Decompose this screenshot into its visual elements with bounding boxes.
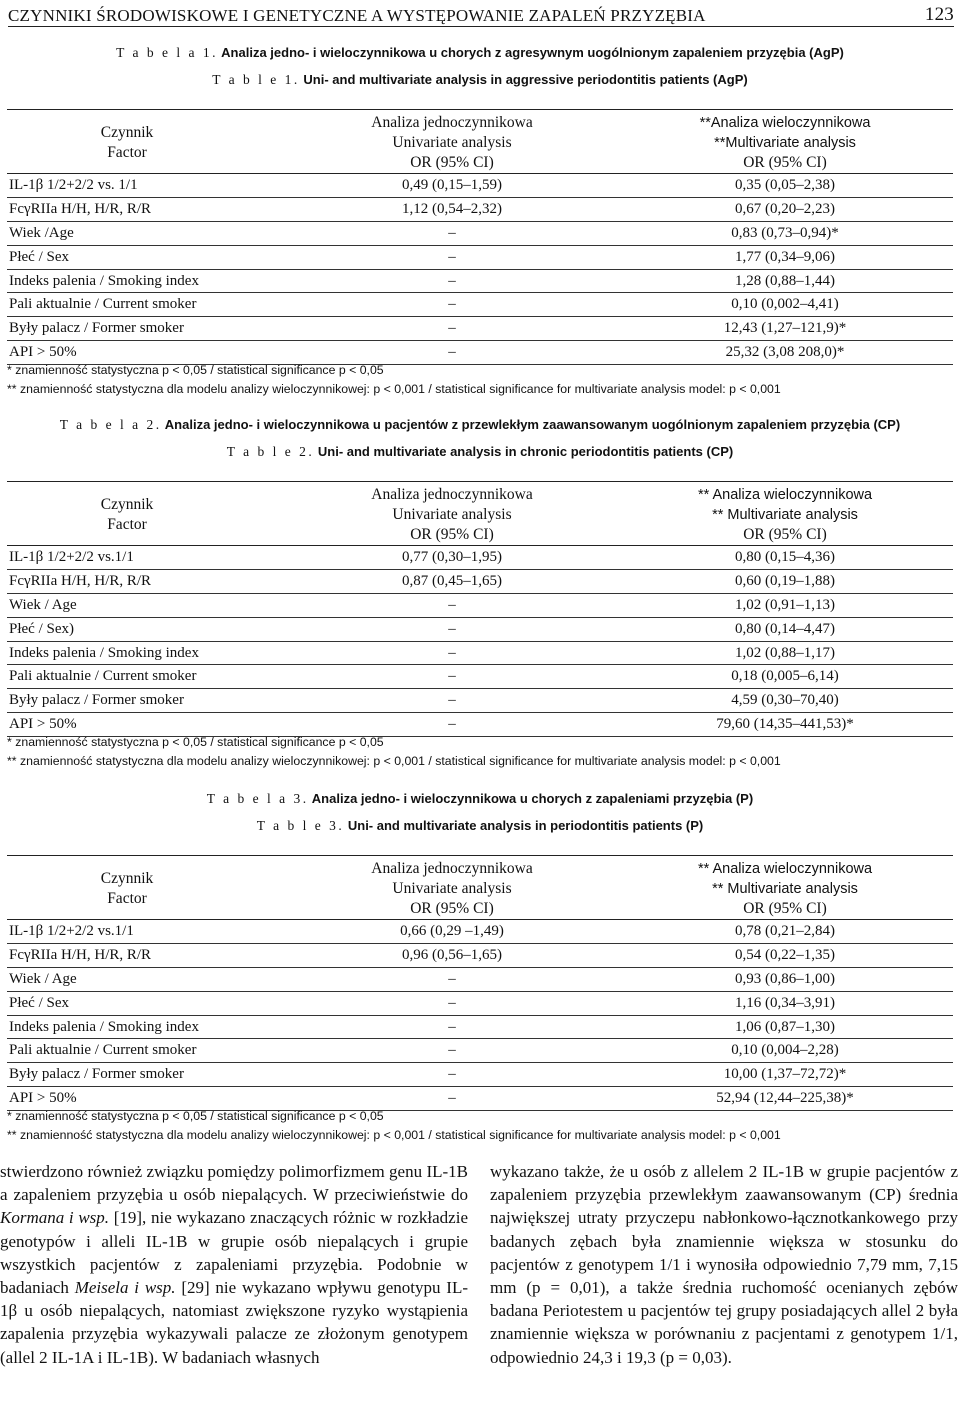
factor-cell: FcγRIIa H/H, H/R, R/R [9, 200, 152, 217]
multivariate-cell: 1,02 (0,88–1,17) [735, 644, 835, 661]
table-row [7, 570, 953, 594]
factor-cell: Wiek /Age [9, 224, 74, 241]
table-title: Uni- and multivariate analysis in aggressive periodontitis patients (AgP) [303, 72, 748, 87]
page-number: 123 [924, 4, 954, 25]
table-title: Analiza jedno- i wieloczynnikowa u pacjentów z przewlekłym zaawansowanym uogólnionym zapaleniem przyzębia (CP) [164, 417, 901, 432]
header-line: OR (95% CI) [410, 900, 494, 917]
univariate-cell: – [448, 320, 456, 337]
table-footnotes [7, 361, 957, 399]
factor-cell: Pali aktualnie / Current smoker [9, 1042, 197, 1059]
table-title: Uni- and multivariate analysis in chronic periodontitis patients (CP) [317, 444, 734, 459]
univariate-cell: 0,87 (0,45–1,65) [402, 572, 502, 589]
table-title: Analiza jedno- i wieloczynnikowa u chorych z agresywnym uogólnionym zapaleniem przyzębia (AgP) [221, 45, 844, 60]
table-row [7, 944, 953, 968]
multivariate-cell: 12,43 (1,27–121,9)* [723, 320, 847, 337]
factor-cell: IL-1β 1/2+2/2 vs.1/1 [9, 923, 134, 939]
footnote: * znamienność statystyczna p < 0,05 / statistical significance p < 0,05 [7, 735, 384, 750]
factor-cell: Płeć / Sex [9, 248, 69, 265]
factor-cell: API > 50% [9, 716, 77, 733]
multivariate-cell: 0,10 (0,004–2,28) [731, 1042, 839, 1059]
header-line: **Multivariate analysis [714, 135, 856, 151]
header-line: Czynnik [100, 870, 154, 887]
table-row [7, 920, 953, 944]
multivariate-cell: 0,54 (0,22–1,35) [735, 946, 835, 963]
header-multivariate [625, 859, 945, 919]
table-footnotes [7, 1107, 957, 1145]
factor-cell: Były palacz / Former smoker [9, 692, 184, 709]
factor-cell: FcγRIIa H/H, H/R, R/R [9, 572, 152, 589]
factor-cell: API > 50% [9, 344, 77, 361]
univariate-cell: – [448, 994, 456, 1011]
univariate-cell: 0,66 (0,29 –1,49) [400, 923, 504, 939]
univariate-cell: – [448, 296, 456, 313]
factor-cell: IL-1β 1/2+2/2 vs. 1/1 [9, 177, 138, 193]
univariate-cell: – [448, 1066, 456, 1083]
multivariate-cell: 0,80 (0,14–4,47) [735, 620, 835, 637]
univariate-cell: – [448, 272, 456, 289]
factor-cell: Wiek / Age [9, 970, 77, 987]
footnote: ** znamienność statystyczna dla modelu analizy wieloczynnikowej: p < 0,001 / statistical significance for multivariate analysis model: p < 0,001 [7, 754, 781, 769]
citation-author: Kormana i wsp. [0, 1208, 110, 1228]
citation-author: Meisela i wsp. [74, 1278, 176, 1298]
body-paragraph: stwierdzono również związku pomiędzy polimorfizmem genu IL-1B a zapaleniem przyzębia u osób niepalących. W przeciwieństwie do Kormana i wsp. [19], nie wykazano znaczących różnic w rozkładzie genotypów i alleli IL-1B w grupie osób niepalących i grupie wszystkich pacjentów z zapaleniami przyzębia. Podobnie w badaniach Meisela i wsp. [29] nie wykazano wpływu genotypu IL-1β u osób niepalących, natomiast zwiększone ryzyko wystąpienia zapalenia przyzębia wykazywali palacze ze złożonym genotypem (allel 2 IL-1A i IL-1B). W badaniach własnych [0, 1162, 469, 1367]
body-paragraph: wykazano także, że u osób z allelem 2 IL-1B w grupie pacjentów z zapaleniem przyzębia przewlekłym zaawansowanym (CP) średnia największej utraty przyczepu nabłonkowo-łącznotkankowego przy badanych zębach była znamiennie większa w stosunku do pacjentów z genotypem 1/1 i wynosiła odpowiednio 7,79 mm, 7,15 mm (p = 0,01), a także średnia ruchomość ocenianych zębów badana Periotestem u pacjentów tej grupy posiadających allel 2 była znamiennie większa w porównaniu z pacjentami z genotypem 1/1, odpowiednio 24,3 i 19,3 (p = 0,03). [490, 1162, 958, 1367]
header-line: Czynnik [100, 124, 154, 141]
table-label: T a b e l a 1. [116, 45, 219, 60]
body-text-left-column [0, 1160, 468, 1369]
footnote: * znamienność statystyczna p < 0,05 / statistical significance p < 0,05 [7, 363, 384, 378]
multivariate-cell: 1,28 (0,88–1,44) [735, 272, 835, 289]
table-label: T a b l e 2. [226, 444, 315, 459]
header-line: Factor [107, 516, 147, 533]
table-title: Uni- and multivariate analysis in periodontitis patients (P) [347, 818, 704, 833]
table-label: T a b e l a 3. [206, 791, 309, 806]
univariate-cell: – [448, 620, 456, 637]
multivariate-cell: 0,35 (0,05–2,38) [735, 177, 835, 193]
header-line: ** Analiza wieloczynnikowa [697, 487, 873, 503]
header-multivariate [625, 485, 945, 545]
factor-cell: Indeks palenia / Smoking index [9, 272, 199, 289]
table-row [7, 293, 953, 317]
multivariate-cell: 1,77 (0,34–9,06) [735, 248, 835, 265]
factor-cell: Płeć / Sex [9, 994, 69, 1011]
table-row [7, 546, 953, 570]
table-caption-en [0, 72, 960, 88]
factor-cell: FcγRIIa H/H, H/R, R/R [9, 946, 152, 963]
table-header-row [7, 855, 953, 920]
table-row [7, 270, 953, 294]
header-factor [47, 123, 207, 163]
header-line: Univariate analysis [392, 506, 512, 523]
header-line: Analiza jednoczynnikowa [371, 114, 533, 131]
univariate-cell: – [448, 692, 456, 709]
factor-cell: IL-1β 1/2+2/2 vs.1/1 [9, 549, 134, 565]
univariate-cell: – [448, 248, 456, 265]
header-line: OR (95% CI) [743, 900, 827, 917]
univariate-cell: – [448, 644, 456, 661]
factor-cell: Pali aktualnie / Current smoker [9, 296, 197, 313]
multivariate-cell: 79,60 (14,35–441,53)* [716, 716, 854, 733]
factor-cell: Indeks palenia / Smoking index [9, 644, 199, 661]
table-row [7, 594, 953, 618]
header-line: OR (95% CI) [410, 526, 494, 543]
table-row [7, 968, 953, 992]
table-row [7, 1063, 953, 1087]
univariate-cell: – [448, 668, 456, 685]
header-line: Univariate analysis [392, 134, 512, 151]
univariate-cell: – [448, 1090, 456, 1107]
footnote: ** znamienność statystyczna dla modelu analizy wieloczynnikowej: p < 0,001 / statistical significance for multivariate analysis model: p < 0,001 [7, 1128, 781, 1143]
table-title: Analiza jedno- i wieloczynnikowa u chorych z zapaleniami przyzębia (P) [311, 791, 754, 806]
univariate-cell: – [448, 716, 456, 733]
header-line: **Analiza wieloczynnikowa [699, 115, 871, 131]
table-label: T a b e l a 2. [59, 417, 162, 432]
table-row [7, 689, 953, 713]
table-label: T a b l e 3. [256, 818, 345, 833]
multivariate-cell: 0,67 (0,20–2,23) [735, 200, 835, 217]
header-univariate [297, 859, 607, 919]
univariate-cell: – [448, 344, 456, 361]
header-line: OR (95% CI) [410, 154, 494, 171]
header-factor [47, 495, 207, 535]
table-row [7, 992, 953, 1016]
running-header [8, 2, 954, 27]
header-univariate [297, 113, 607, 173]
table-label: T a b l e 1. [212, 72, 300, 87]
univariate-cell: – [448, 1018, 456, 1035]
univariate-cell: 1,12 (0,54–2,32) [402, 200, 502, 217]
factor-cell: Były palacz / Former smoker [9, 1066, 184, 1083]
body-text-right-column [490, 1160, 958, 1369]
univariate-cell: 0,77 (0,30–1,95) [402, 549, 502, 565]
data-table [7, 855, 953, 1111]
header-line: Univariate analysis [392, 880, 512, 897]
multivariate-cell: 0,78 (0,21–2,84) [735, 923, 835, 939]
header-line: Factor [107, 144, 147, 161]
multivariate-cell: 0,83 (0,73–0,94)* [731, 224, 839, 241]
multivariate-cell: 1,02 (0,91–1,13) [735, 596, 835, 613]
footnote: * znamienność statystyczna p < 0,05 / statistical significance p < 0,05 [7, 1109, 384, 1124]
header-factor [47, 869, 207, 909]
running-title: CZYNNIKI ŚRODOWISKOWE I GENETYCZNE A WYSTĘPOWANIE ZAPALEŃ PRZYZĘBIA [8, 6, 706, 25]
multivariate-cell: 52,94 (12,44–225,38)* [716, 1090, 854, 1107]
multivariate-cell: 10,00 (1,37–72,72)* [723, 1066, 847, 1083]
header-line: ** Analiza wieloczynnikowa [697, 861, 873, 877]
header-line: ** Multivariate analysis [712, 507, 858, 523]
header-line: ** Multivariate analysis [712, 881, 858, 897]
univariate-cell: 0,96 (0,56–1,65) [402, 946, 502, 963]
table-row [7, 222, 953, 246]
table-header-row [7, 481, 953, 546]
table-caption-pl [0, 791, 960, 807]
table-header-row [7, 109, 953, 174]
factor-cell: Indeks palenia / Smoking index [9, 1018, 199, 1035]
factor-cell: API > 50% [9, 1090, 77, 1107]
header-line: Analiza jednoczynnikowa [371, 486, 533, 503]
table-row [7, 642, 953, 666]
multivariate-cell: 4,59 (0,30–70,40) [731, 692, 839, 709]
table-caption-en [0, 818, 960, 834]
multivariate-cell: 25,32 (3,08 208,0)* [725, 344, 845, 361]
table-row [7, 1039, 953, 1063]
factor-cell: Wiek / Age [9, 596, 77, 613]
data-table [7, 481, 953, 737]
table-row [7, 618, 953, 642]
multivariate-cell: 0,60 (0,19–1,88) [735, 572, 835, 589]
header-line: OR (95% CI) [743, 526, 827, 543]
univariate-cell: – [448, 970, 456, 987]
factor-cell: Płeć / Sex) [9, 620, 74, 637]
table-footnotes [7, 733, 957, 771]
factor-cell: Były palacz / Former smoker [9, 320, 184, 337]
footnote: ** znamienność statystyczna dla modelu analizy wieloczynnikowej: p < 0,001 / statistical significance for multivariate analysis model: p < 0,001 [7, 382, 781, 397]
header-line: Factor [107, 890, 147, 907]
table-caption-en [0, 444, 960, 460]
table-row [7, 246, 953, 270]
multivariate-cell: 0,93 (0,86–1,00) [735, 970, 835, 987]
multivariate-cell: 0,18 (0,005–6,14) [731, 668, 839, 685]
multivariate-cell: 0,80 (0,15–4,36) [735, 549, 835, 565]
header-multivariate [625, 113, 945, 173]
table-caption-pl [0, 417, 960, 433]
univariate-cell: – [448, 224, 456, 241]
header-univariate [297, 485, 607, 545]
table-caption-pl [0, 45, 960, 61]
table-row [7, 174, 953, 198]
data-table [7, 109, 953, 365]
univariate-cell: 0,49 (0,15–1,59) [402, 177, 502, 193]
univariate-cell: – [448, 596, 456, 613]
table-row [7, 1016, 953, 1040]
univariate-cell: – [448, 1042, 456, 1059]
multivariate-cell: 0,10 (0,002–4,41) [731, 296, 839, 313]
header-line: OR (95% CI) [743, 154, 827, 171]
factor-cell: Pali aktualnie / Current smoker [9, 668, 197, 685]
multivariate-cell: 1,16 (0,34–3,91) [735, 994, 835, 1011]
header-line: Analiza jednoczynnikowa [371, 860, 533, 877]
header-line: Czynnik [100, 496, 154, 513]
table-row [7, 665, 953, 689]
table-row [7, 317, 953, 341]
table-row [7, 198, 953, 222]
multivariate-cell: 1,06 (0,87–1,30) [735, 1018, 835, 1035]
